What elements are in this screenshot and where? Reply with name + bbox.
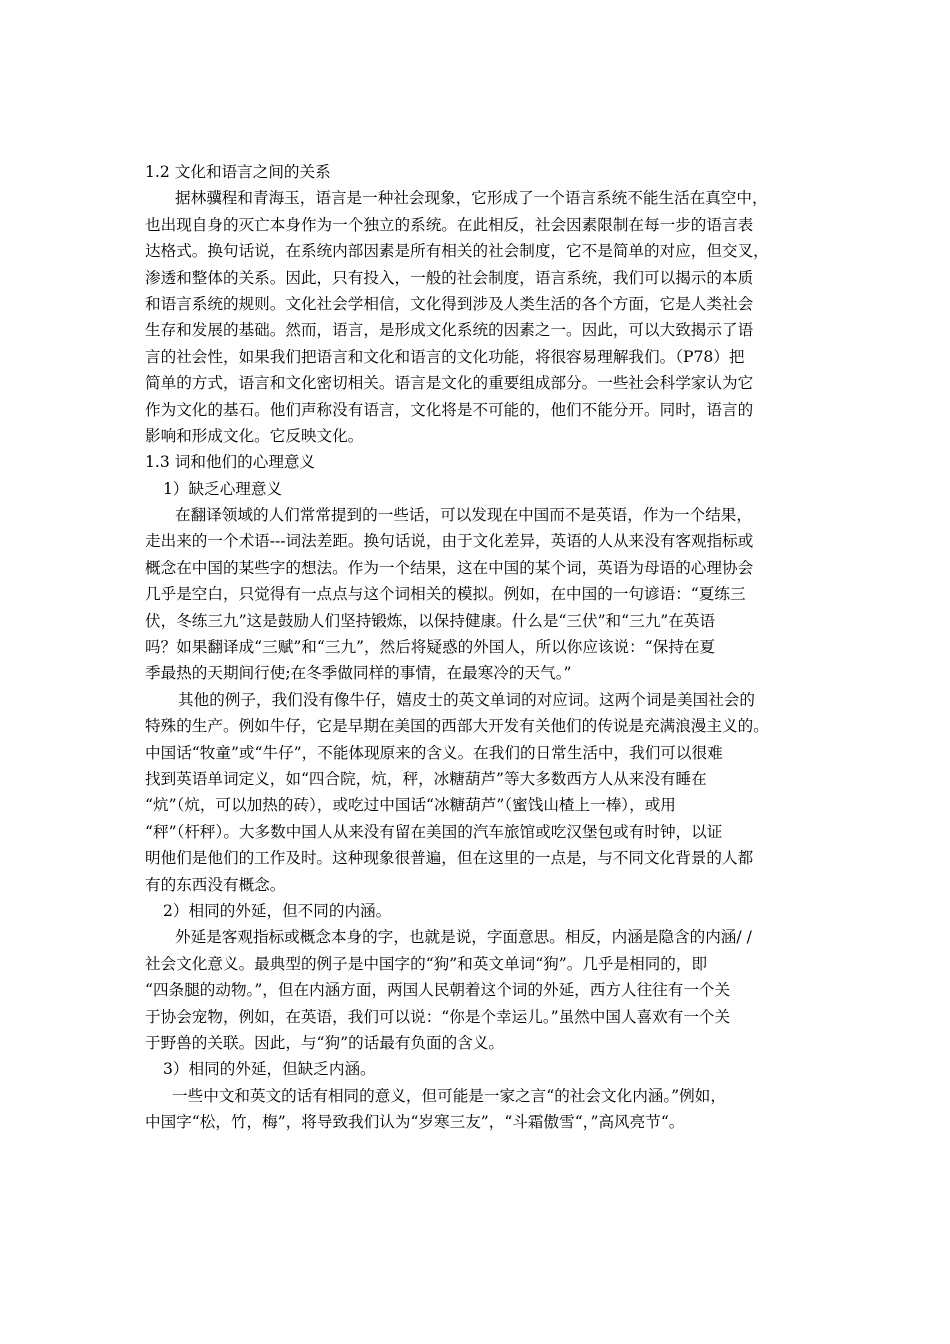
paragraph-line: “秤”（杆秤）。大多数中国人从来没有留在美国的汽车旅馆或吃汉堡包或有时钟，以证 — [145, 822, 723, 841]
paragraph-line: 明他们是他们的工作及时。这种现象很普遍，但在这里的一点是，与不同文化背景的人都 — [145, 849, 754, 868]
paragraph-line: 据林骥程和青海玉，语言是一种社会现象，它形成了一个语言系统不能生活在真空中， — [175, 189, 768, 208]
paragraph-line: 简单的方式，语言和文化密切相关。语言是文化的重要组成部分。一些社会科学家认为它 — [145, 374, 754, 393]
paragraph-line: 走出来的一个术语---词法差距。换句话说，由于文化差异，英语的人从来没有客观指标或 — [145, 532, 754, 551]
paragraph-line: 吗？如果翻译成“三赋”和“三九”，然后将疑惑的外国人，所以你应该说：“保持在夏 — [145, 638, 716, 657]
section-heading-1-2: 1.2 文化和语言之间的关系 — [145, 163, 331, 181]
subheading-2: 2）相同的外延，但不同的内涵。 — [163, 901, 392, 920]
paragraph-line: 外延是客观指标或概念本身的字，也就是说，字面意思。相反，内涵是隐含的内涵/ / — [175, 928, 752, 947]
paragraph-line: “四条腿的动物。”，但在内涵方面，两国人民朝着这个词的外延，西方人往往有一个关 — [145, 981, 731, 1000]
paragraph-line: 中国话“牧童”或“牛仔”，不能体现原来的含义。在我们的日常生活中，我们可以很难 — [145, 743, 723, 762]
section-heading-1-3: 1.3 词和他们的心理意义 — [145, 453, 316, 472]
paragraph-line: 几乎是空白，只觉得有一点点与这个词相关的模拟。例如，在中国的一句谚语：“夏练三 — [145, 585, 746, 604]
subheading-1: 1）缺乏心理意义 — [163, 479, 283, 498]
paragraph-line: 作为文化的基石。他们声称没有语言，文化将是不可能的，他们不能分开。同时，语言的 — [145, 400, 754, 419]
paragraph-line: 伏，冬练三九”这是鼓励人们坚持锻炼，以保持健康。什么是“三伏”和“三九”在英语 — [145, 611, 716, 630]
subheading-3: 3）相同的外延，但缺乏内涵。 — [163, 1060, 376, 1079]
paragraph-line: 社会文化意义。最典型的例子是中国字的“狗”和英文单词“狗”。几乎是相同的，即 — [145, 954, 708, 973]
paragraph-line: 影响和形成文化。它反映文化。 — [145, 426, 364, 445]
paragraph-line: 概念在中国的某些字的想法。作为一个结果，这在中国的某个词，英语为母语的心理协会 — [145, 558, 754, 577]
paragraph-line: 在翻译领域的人们常常提到的一些话，可以发现在中国而不是英语，作为一个结果， — [175, 506, 752, 525]
paragraph-line: 季最热的天期间行使;在冬季做同样的事情，在最寒冷的天气。” — [145, 664, 572, 683]
paragraph-line: 其他的例子，我们没有像牛仔，嬉皮士的英文单词的对应词。这两个词是美国社会的 — [178, 690, 755, 709]
paragraph-line: 言的社会性，如果我们把语言和文化和语言的文化功能，将很容易理解我们。（P78）把 — [145, 347, 745, 366]
paragraph-line: 有的东西没有概念。 — [145, 875, 286, 894]
paragraph-line: 找到英语单词定义，如“四合院，炕，秤，冰糖葫芦”等大多数西方人从来没有睡在 — [145, 769, 707, 788]
paragraph-line: 于协会宠物，例如，在英语，我们可以说：“你是个幸运儿。”虽然中国人喜欢有一个关 — [145, 1007, 731, 1026]
paragraph-line: 中国字“松，竹，梅”，将导致我们认为“岁寒三友”，“斗霜傲雪“，”高风亮节“。 — [145, 1113, 685, 1132]
paragraph-line: 特殊的生产。例如牛仔，它是早期在美国的西部大开发有关他们的传说是充满浪漫主义的。 — [145, 717, 769, 736]
paragraph-line: 和语言系统的规则。文化社会学相信，文化得到涉及人类生活的各个方面，它是人类社会 — [145, 294, 754, 313]
paragraph-line: “炕”（炕，可以加热的砖），或吃过中国话“冰糖葫芦”（蜜饯山楂上一棒），或用 — [145, 796, 676, 815]
document-body — [145, 159, 810, 1135]
paragraph-line: 生存和发展的基础。然而，语言，是形成文化系统的因素之一。因此，可以大致揭示了语 — [145, 321, 754, 340]
paragraph-line: 也出现自身的灭亡本身作为一个独立的系统。在此相反，社会因素限制在每一步的语言表 — [145, 215, 754, 234]
paragraph-line: 渗透和整体的关系。因此，只有投入，一般的社会制度，语言系统，我们可以揭示的本质 — [145, 268, 754, 287]
paragraph-line: 达格式。换句话说，在系统内部因素是所有相关的社会制度，它不是简单的对应，但交叉， — [145, 242, 769, 261]
paragraph-line: 一些中文和英文的话有相同的意义，但可能是一家之言“的社会文化内涵。”例如， — [172, 1086, 726, 1105]
paragraph-line: 于野兽的关联。因此，与“狗”的话最有负面的含义。 — [145, 1033, 505, 1052]
